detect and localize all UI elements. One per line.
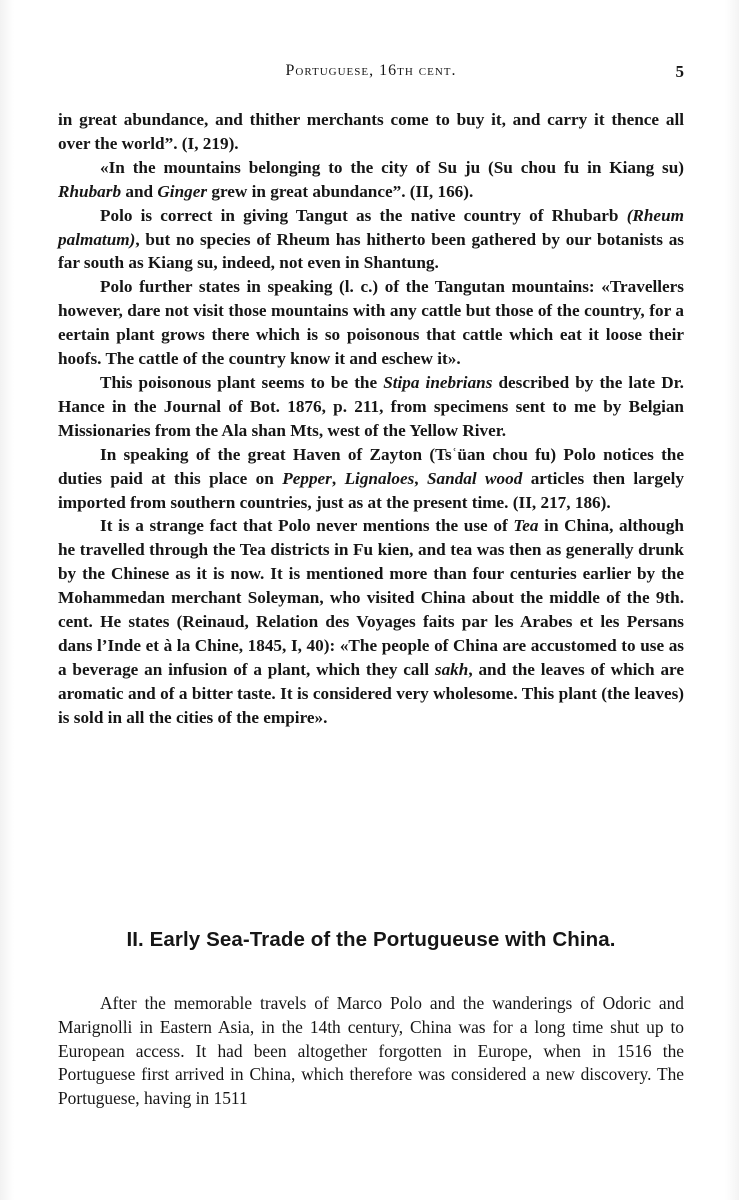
italic-term: Tea (513, 516, 539, 536)
text-run: In speaking of the great Haven of Zayton (Tsʿüan chou fu) Polo notices the duties paid at this place on (58, 444, 684, 488)
text-run: After the memorable travels of Marco Polo and the wanderings of Odoric and Marignolli in Eastern Asia, in the 14th century, China was for a long time shut up to European access. It had been altogether forgotten in Europe, when in 1516 the Portuguese first arrived in China, which therefore was considered a new discovery. The Portuguese, having in 1511 (58, 993, 684, 1109)
text-run: articles then largely imported from southern countries, just as at the present time. (II, 217, 186). (58, 468, 685, 512)
paragraph (58, 275, 684, 371)
text-run: grew in great abundance”. (II, 166). (207, 181, 474, 201)
italic-term: (Rheum palmatum) (58, 205, 684, 249)
body-text-lower (58, 992, 684, 1111)
paragraph (58, 443, 684, 515)
running-head (58, 62, 684, 86)
page-number: 5 (675, 62, 684, 81)
body-text-upper (58, 108, 684, 730)
text-run: Polo is correct in giving Tangut as the native country of Rhubarb (100, 205, 627, 225)
italic-term: Pepper (282, 468, 332, 488)
italic-term: sakh (434, 659, 469, 679)
paragraph (58, 371, 684, 443)
italic-term: Stipa inebrians (383, 372, 493, 392)
paragraph (58, 992, 684, 1111)
text-run: «In the mountains belonging to the city of Su ju (Su chou fu in Kiang su) (100, 157, 684, 177)
italic-term: Lignaloes (344, 468, 415, 488)
paragraph (58, 156, 684, 204)
italic-term: Sandal wood (426, 468, 523, 488)
text-run: and (121, 181, 158, 201)
italic-term: Rhubarb (58, 181, 122, 201)
running-title: Portuguese, 16th cent. (285, 62, 457, 79)
paragraph (58, 108, 684, 156)
text-run: , but no species of Rheum has hitherto been gathered by our botanists as far south as Kiang su, indeed, not even in Shantung. (58, 229, 684, 273)
text-run: , and the leaves of which are aromatic and of a bitter taste. It is considered very wholesome. This plant (the leaves) is sold in all the cities of the empire». (58, 659, 684, 727)
text-run: This poisonous plant seems to be the (100, 372, 384, 392)
text-run: , (331, 468, 345, 488)
text-run: Polo further states in speaking (l. c.) of the Tangutan mountains: «Travellers however, dare not visit those mountains with any cattle but those of the country, for a eertain plant grows there which is so poisonous that cattle which eat it loose their hoofs. The cattle of the country know it and eschew it». (58, 277, 684, 369)
paragraph (58, 514, 684, 729)
section-heading: II. Early Sea-Trade of the Portugueuse with China. (126, 928, 616, 951)
text-run: It is a strange fact that Polo never mentions the use of (100, 516, 514, 536)
italic-term: Ginger (157, 181, 208, 201)
text-run: , (414, 468, 427, 488)
paragraph (58, 204, 684, 276)
text-run: described by the late Dr. Hance in the Journal of Bot. 1876, p. 211, from specimens sent to me by Belgian Missionaries from the Ala shan Mts, west of the Yellow River. (58, 372, 684, 440)
text-run: in China, although he travelled through the Tea districts in Fu kien, and tea was then as generally drunk by the Chinese as it is now. It is mentioned more than four centuries earlier by the Mohammedan merchant Soleyman, who visited China about the middle of the 9th. cent. He states (Reinaud, Relation des Voyages faits par les Arabes et les Persans dans l’Inde et à la Chine, 1845, I, 40): «The people of China are accustomed to use as a beverage an infusion of a plant, which they call (58, 516, 684, 679)
text-run: in great abundance, and thither merchants come to buy it, and carry it thence all over the world”. (I, 219). (58, 110, 684, 153)
